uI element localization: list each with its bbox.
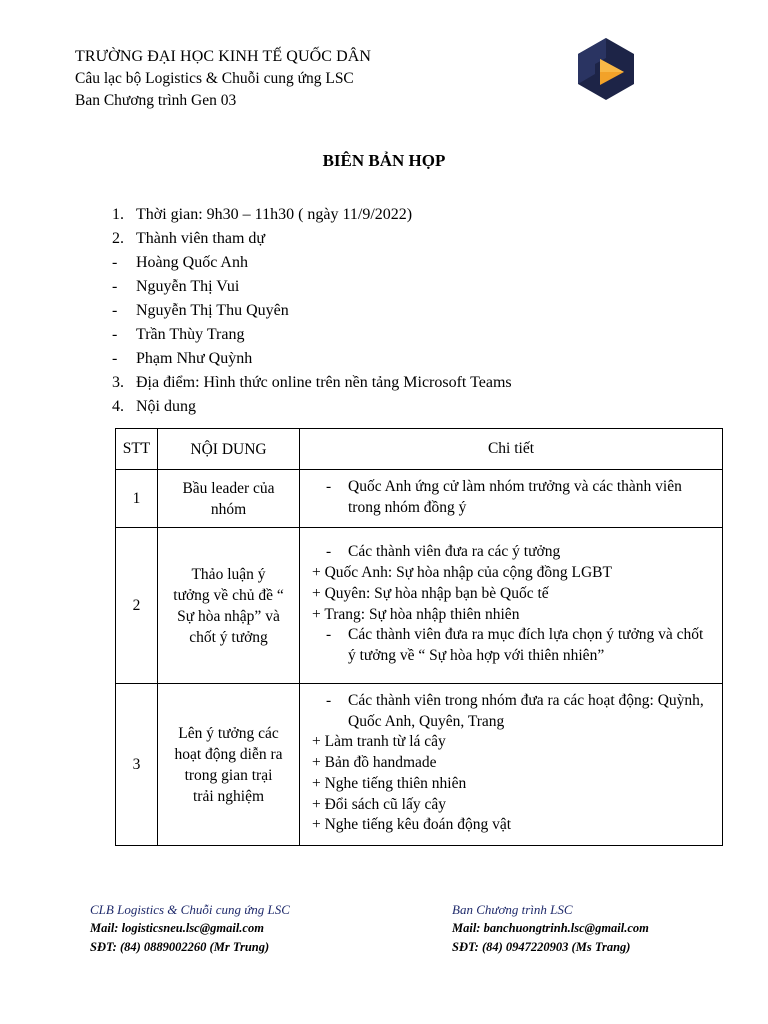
column-header-stt: STT bbox=[116, 429, 158, 470]
minutes-table bbox=[115, 428, 723, 846]
footer-phone: SĐT: (84) 0947220903 (Ms Trang) bbox=[452, 940, 631, 954]
footer-email: Mail: logisticsneu.lsc@gmail.com bbox=[90, 921, 264, 935]
list-item: 3. Địa điểm: Hình thức online trên nền tảng Microsoft Teams bbox=[112, 374, 512, 391]
list-item: - Trần Thùy Trang bbox=[112, 326, 245, 343]
table-row bbox=[116, 470, 723, 528]
list-item: - Nguyễn Thị Vui bbox=[112, 278, 240, 295]
footer-org-name: Ban Chương trình LSC bbox=[452, 902, 573, 917]
list-item: - Phạm Như Quỳnh bbox=[112, 350, 253, 367]
list-item: 4. Nội dung bbox=[112, 398, 196, 415]
footer-email: Mail: banchuongtrinh.lsc@gmail.com bbox=[452, 921, 649, 935]
list-item: 2. Thành viên tham dự bbox=[112, 230, 266, 247]
column-header-content: NỘI DUNG bbox=[158, 429, 300, 470]
row-number: 2 bbox=[116, 528, 158, 684]
row-number: 1 bbox=[116, 470, 158, 528]
document-title: BIÊN BẢN HỌP bbox=[322, 151, 446, 170]
footer-left-contact bbox=[90, 900, 290, 957]
row-content: Lên ý tưởng các hoạt động diễn ra trong gian trại trải nghiệm bbox=[158, 684, 300, 846]
table-row bbox=[116, 684, 723, 846]
row-number: 3 bbox=[116, 684, 158, 846]
department-name: Ban Chương trình Gen 03 bbox=[75, 92, 237, 109]
row-detail: - Quốc Anh ứng cử làm nhóm trưởng và các thành viên trong nhóm đồng ý bbox=[300, 470, 723, 528]
meeting-info-list bbox=[112, 203, 512, 419]
university-name: TRƯỜNG ĐẠI HỌC KINH TẾ QUỐC DÂN bbox=[75, 48, 372, 65]
document-header bbox=[75, 46, 371, 112]
row-detail: - Các thành viên đưa ra các ý tưởng + Quốc Anh: Sự hòa nhập của cộng đồng LGBT + Quyên: Sự hòa nhập bạn bè Quốc tế + Trang: Sự hòa nhập thiên nhiên - Các thành viên đưa ra mục đích lựa chọn ý tưởng và chốt ý tưởng về “ Sự hòa hợp với thiên nhiên” bbox=[300, 528, 723, 684]
row-detail: - Các thành viên trong nhóm đưa ra các hoạt động: Quỳnh, Quốc Anh, Quyên, Trang + Làm tranh từ lá cây + Bản đồ handmade + Nghe tiếng thiên nhiên + Đổi sách cũ lấy cây + Nghe tiếng kêu đoán động vật bbox=[300, 684, 723, 846]
footer-phone: SĐT: (84) 0889002260 (Mr Trung) bbox=[90, 940, 270, 954]
list-item: 1. Thời gian: 9h30 – 11h30 ( ngày 11/9/2022) bbox=[112, 206, 413, 223]
list-item: - Nguyễn Thị Thu Quyên bbox=[112, 302, 289, 319]
lsc-logo-icon bbox=[578, 38, 634, 100]
table-header-row bbox=[116, 429, 723, 470]
row-content: Thảo luận ý tưởng về chủ đề “ Sự hòa nhập” và chốt ý tưởng bbox=[158, 528, 300, 684]
table-row bbox=[116, 528, 723, 684]
footer-org-name: CLB Logistics & Chuỗi cung ứng LSC bbox=[90, 902, 290, 917]
club-name: Câu lạc bộ Logistics & Chuỗi cung ứng LSC bbox=[75, 70, 354, 87]
row-content: Bầu leader của nhóm bbox=[158, 470, 300, 528]
list-item: - Hoàng Quốc Anh bbox=[112, 254, 248, 271]
column-header-detail: Chi tiết bbox=[300, 429, 723, 470]
footer-right-contact bbox=[452, 900, 649, 957]
